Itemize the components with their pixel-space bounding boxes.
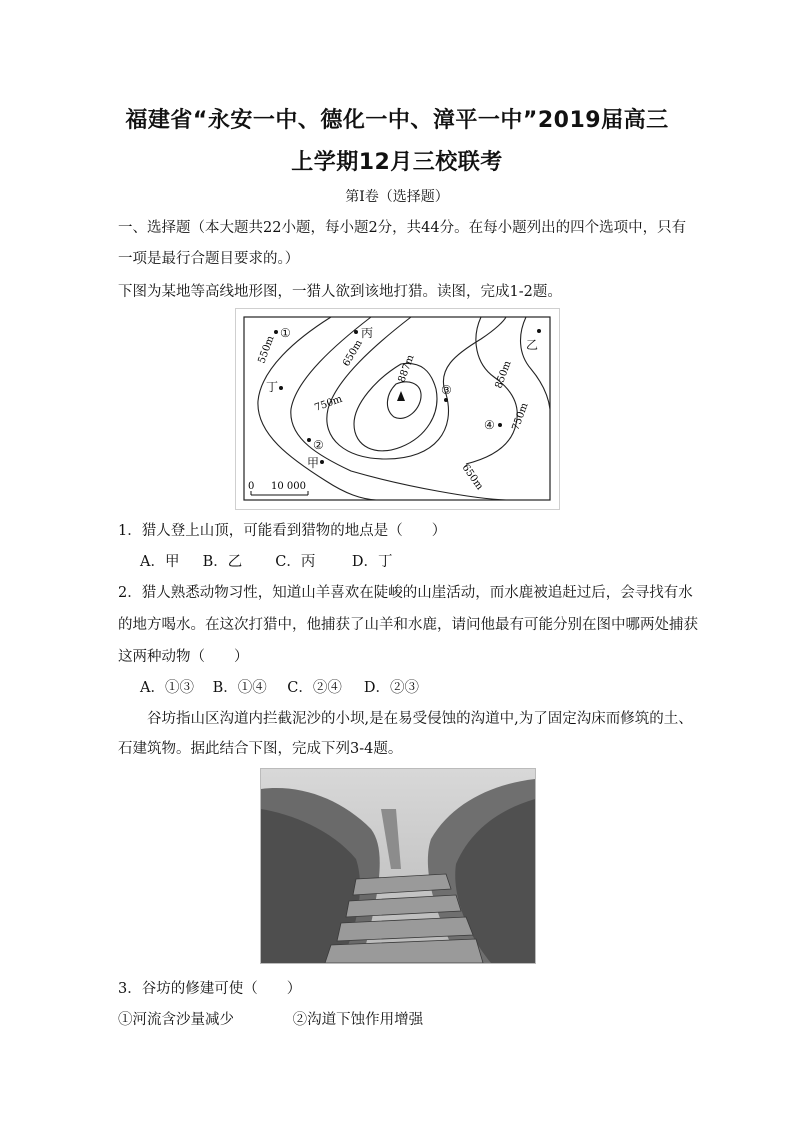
document-title-line2: 上学期12月三校联考: [291, 150, 503, 175]
q2-option-d[interactable]: D．②③: [363, 680, 419, 696]
point-yi: 乙: [526, 338, 539, 352]
scale-value: 10 000: [271, 481, 306, 492]
passage-line2: 石建筑物。据此结合下图，完成下列3-4题。: [118, 741, 403, 757]
point-bing: 丙: [361, 326, 374, 340]
contour-east-850: [521, 317, 550, 409]
q1-option-d[interactable]: D．丁: [351, 554, 393, 570]
q1-option-b[interactable]: B．乙: [202, 554, 243, 570]
contour-label-east-750: 750m: [510, 401, 531, 433]
intro-line-1: 一、选择题（本大题共22小题，每小题2分，共44分。在每小题列出的四个选项中，只有: [118, 220, 687, 236]
check-dam-photo: [260, 768, 536, 964]
q3-item-2: ②沟道下蚀作用增强: [292, 1012, 424, 1028]
map-intro: 下图为某地等高线地形图，一猎人欲到该地打猎。读图，完成1-2题。: [118, 284, 562, 300]
q2-stem-line3: 这两种动物（ ）: [118, 649, 249, 665]
point-1: ①: [280, 326, 291, 340]
q1-option-c[interactable]: C．丙: [275, 554, 316, 570]
q1-options: [140, 550, 392, 571]
q2-stem-line2: 的地方喝水。在这次打猎中，他捕获了山羊和水鹿，请问他最有可能分别在图中哪两处捕获: [118, 617, 698, 633]
point-ding: 丁: [266, 380, 279, 394]
check-dam-image: [261, 769, 535, 963]
contour-label-south-650: 650m: [459, 462, 485, 493]
contour-label-750: 750m: [313, 393, 344, 414]
contour-label-850: 850m: [493, 359, 514, 391]
contour-750: [354, 363, 437, 450]
contour-label-550: 550m: [256, 334, 277, 366]
q2-stem-line1: 2．猎人熟悉动物习性，知道山羊喜欢在陡峻的山崖活动，而水鹿被追赶过后，会寻找有水: [118, 585, 693, 601]
contour-map: [236, 309, 559, 509]
q2-option-a[interactable]: A．①③: [140, 680, 194, 696]
point-3: ③: [441, 383, 452, 397]
intro-line-2: 一项是最行合题目要求的。）: [118, 251, 300, 267]
q3-items: [118, 1008, 423, 1029]
peak-label: 887m: [396, 353, 417, 385]
contour-east: [466, 317, 517, 464]
q1-option-a[interactable]: A．甲: [140, 554, 180, 570]
point-jia: 甲: [307, 456, 320, 470]
q2-option-b[interactable]: B．①④: [212, 680, 267, 696]
point-2: ②: [313, 438, 324, 452]
q3-stem: 3．谷坊的修建可使（ ）: [118, 981, 302, 997]
contour-map-figure: [235, 308, 560, 510]
q2-options: [140, 676, 419, 697]
q3-item-1: ①河流含沙量减少: [118, 1012, 234, 1028]
q1-stem: 1．猎人登上山顶，可能看到猎物的地点是（ ）: [118, 523, 447, 539]
contour-label-650: 650m: [341, 338, 365, 369]
peak-triangle-icon: [397, 391, 405, 401]
passage-line1: 谷坊指山区沟道内拦截泥沙的小坝,是在易受侵蚀的沟道中,为了固定沟床而修筑的土、: [147, 711, 693, 727]
section-heading: 第Ⅰ卷（选择题）: [345, 189, 449, 205]
document-title-line1: 福建省“永安一中、德化一中、漳平一中”2019届高三: [125, 108, 669, 133]
point-4: ④: [484, 418, 495, 432]
q2-option-c[interactable]: C．②④: [287, 680, 342, 696]
scale-zero: 0: [248, 481, 255, 492]
